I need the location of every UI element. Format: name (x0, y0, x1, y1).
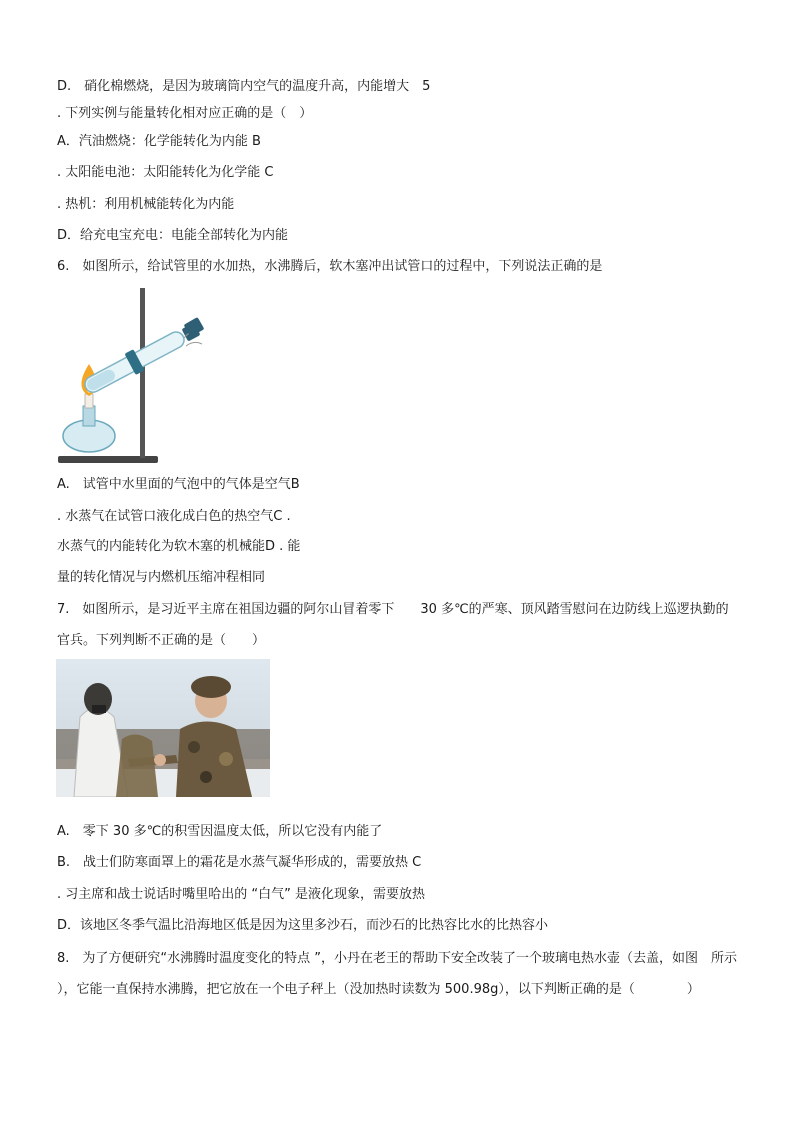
question-8-stem-2: ），它能一直保持水沸腾，把它放在一个电子秤上（没加热时读数为 500.98g），以下判断正确的是（ ） (57, 982, 700, 997)
question-8-stem-1: 8. 为了方便研究“水沸腾时温度变化的特点 ”，小丹在老王的帮助下安全改装了一个玻璃电热水壶（去盖，如图 所示 (57, 951, 738, 966)
question-5-stem: . 下列实例与能量转化相对应正确的是（ ） (57, 106, 313, 121)
option-a-q5: A．汽油燃烧：化学能转化为内能 B (57, 134, 261, 149)
stand-pole (140, 288, 145, 458)
option-b-q6: . 水蒸气在试管口液化成白色的热空气C . (57, 509, 291, 524)
option-a-q7: A. 零下 30 多℃的积雪因温度太低，所以它没有内能了 (57, 824, 383, 839)
question-7-stem-2: 官兵。下列判断不正确的是（ ） (57, 633, 266, 648)
question-7-stem-1: 7. 如图所示，是习近平主席在祖国边疆的阿尔山冒着零下 30 多℃的严寒、顶风踏雪慰问在边防线上巡逻执勤的 (57, 602, 729, 617)
option-b-q7: B. 战士们防寒面罩上的霜花是水蒸气凝华形成的，需要放热 C (57, 855, 422, 870)
option-d-q5: D．给充电宝充电：电能全部转化为内能 (57, 228, 289, 243)
border-visit-photo (56, 659, 270, 797)
question-6-stem: 6. 如图所示，给试管里的水加热，水沸腾后，软木塞冲出试管口的过程中，下列说法正确的是 (57, 259, 603, 274)
option-c-q6: 水蒸气的内能转化为软木塞的机械能D . 能 (57, 539, 301, 554)
option-b-q5: . 太阳能电池：太阳能转化为化学能 C (57, 165, 274, 180)
option-d-q6: 量的转化情况与内燃机压缩冲程相同 (57, 570, 266, 585)
option-c-q7: . 习主席和战士说话时嘴里哈出的 “白气” 是液化现象，需要放热 (57, 887, 425, 902)
option-a-q6: A. 试管中水里面的气泡中的气体是空气B (57, 477, 300, 492)
option-d-q7: D．该地区冬季气温比沿海地区低是因为这里多沙石，而沙石的比热容比水的比热容小 (57, 918, 549, 933)
option-d-q4: D. 硝化棉燃烧，是因为玻璃筒内空气的温度升高，内能增大 5 (57, 79, 431, 94)
option-c-q5: . 热机：利用机械能转化为内能 (57, 197, 235, 212)
test-tube-heating-figure (56, 286, 216, 468)
